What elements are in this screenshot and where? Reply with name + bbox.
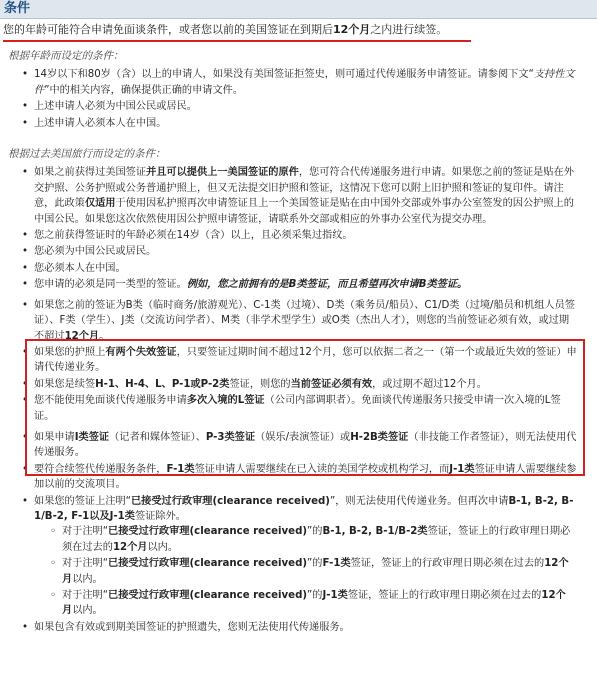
- list-item: • 14岁以下和80岁（含）以上的申请人，如果没有美国签证拒签史，则可通过代传递服务申请签证。请参阅下文“支持性文件”中的相关内容，确保提供正确的申请文件。: [34, 67, 579, 98]
- list-item: • 您必须为中国公民或居民。: [34, 244, 579, 259]
- list-item: • 如果您的护照上有两个失效签证，只要签证过期时间不超过12个月，您可以依据二者之一（第一个或最近失效的签证）申请代传递业务。: [34, 345, 579, 376]
- list-item: ◦ 对于注明“已接受过行政审理(clearance received)”的B-1, B-2, B-1/B-2类签证，签证上的行政审理日期必须在过去的12个月以内。: [62, 524, 572, 555]
- list-item: • 您申请的必须是同一类型的签证。例如，您之前拥有的是B类签证，而且希望再次申请B类签证。: [34, 277, 579, 292]
- clearance-sublist: [34, 524, 579, 618]
- list-item: • 如果您的签证上注明“已接受过行政审理(clearance received)”，则无法使用代传递业务。但再次申请B-1, B-2, B-1/B-2, F-1以及J-1类签证除外。 ◦ 对于注明“已接受过行政审理(clearance received)”的B-1, B-2, B-1/B-2类签证，签证上的行政审理日期必须在过去的12个月以内。 ◦ 对于注明“已接受过行政审理(clearance received)”的F-1类签证，签证上的行政审理日期必须在过去的12个月以内。 ◦ 对于注明“已接受过行政审理(clearance received)”的J-1类签证，签证上的行政审理日期必须在过去的12个月以内。: [34, 494, 579, 619]
- list-item: • 如果包含有效或到期美国签证的护照遗失，您则无法使用代传递服务。: [34, 620, 579, 635]
- age-section-heading: 根据年龄而设定的条件：: [8, 50, 124, 62]
- list-item: • 要符合续签代传递服务条件，F-1类签证申请人需要继续在已入读的美国学校或机构学习，而J-1类签证申请人需要继续参加以前的交流项目。: [34, 462, 579, 493]
- section-title: 条件: [0, 0, 597, 19]
- list-item: • 您之前获得签证时的年龄必须在14岁（含）以上，且必须采集过指纹。: [34, 228, 579, 243]
- intro-text: 您的年龄可能符合申请免面谈条件，或者您以前的美国签证在到期后12个月之内进行续签。: [3, 22, 471, 42]
- list-item: • 如果您之前的签证为B类（临时商务/旅游观光）、C-1类（过境）、D类（乘务员/船员）、C1/D类（过境/船员和机组人员签证）、F类（学生）、J类（交流访问学者）、M类（非学术型学生）或O类（杰出人才），则您的当前签证必须有效，或过期不超过12个月。: [34, 298, 579, 344]
- list-item: • 您不能使用免面谈代传递服务申请多次入境的L签证（公司内部调职者）。免面谈代传递服务只接受申请一次入境的L签证。: [34, 393, 579, 424]
- travel-list: [0, 165, 597, 635]
- list-item: • 如果申请I类签证（记者和媒体签证）、P-3类签证（娱乐/表演签证）或H-2B类签证（非技能工作者签证），则无法使用代传递服务。: [34, 430, 579, 461]
- travel-section-heading: 根据过去美国旅行而设定的条件：: [8, 148, 166, 161]
- list-item: ◦ 对于注明“已接受过行政审理(clearance received)”的J-1类签证，签证上的行政审理日期必须在过去的12个月以内。: [62, 588, 572, 619]
- list-item: • 如果之前获得过美国签证并且可以提供上一美国签证的原件，您可符合代传递服务进行申请。如果您之前的签证是贴在外交护照、公务护照或公务普通护照上，但又无法提交旧护照和签证，这情况下您可以附上旧护照和签证的复印件。请注意，此政策仅适用于使用因私护照再次申请签证且上一个美国签证是贴在由中国外交部或外事办公室签发的因公护照上的中国公民。如果您这次依然使用因公护照申请签证，请联系外交部或相应的外事办公室代为提交办理。: [34, 165, 579, 227]
- list-item: • 如果您是续签H-1、H-4、L、P-1或P-2类签证，则您的当前签证必须有效，或过期不超过12个月。: [34, 377, 579, 392]
- age-list: [0, 67, 597, 131]
- list-item: • 您必须本人在中国。: [34, 261, 579, 276]
- list-item: • 上述申请人必须为中国公民或居民。: [34, 99, 579, 114]
- list-item: ◦ 对于注明“已接受过行政审理(clearance received)”的F-1类签证，签证上的行政审理日期必须在过去的12个月以内。: [62, 556, 572, 587]
- list-item: • 上述申请人必须本人在中国。: [34, 116, 579, 131]
